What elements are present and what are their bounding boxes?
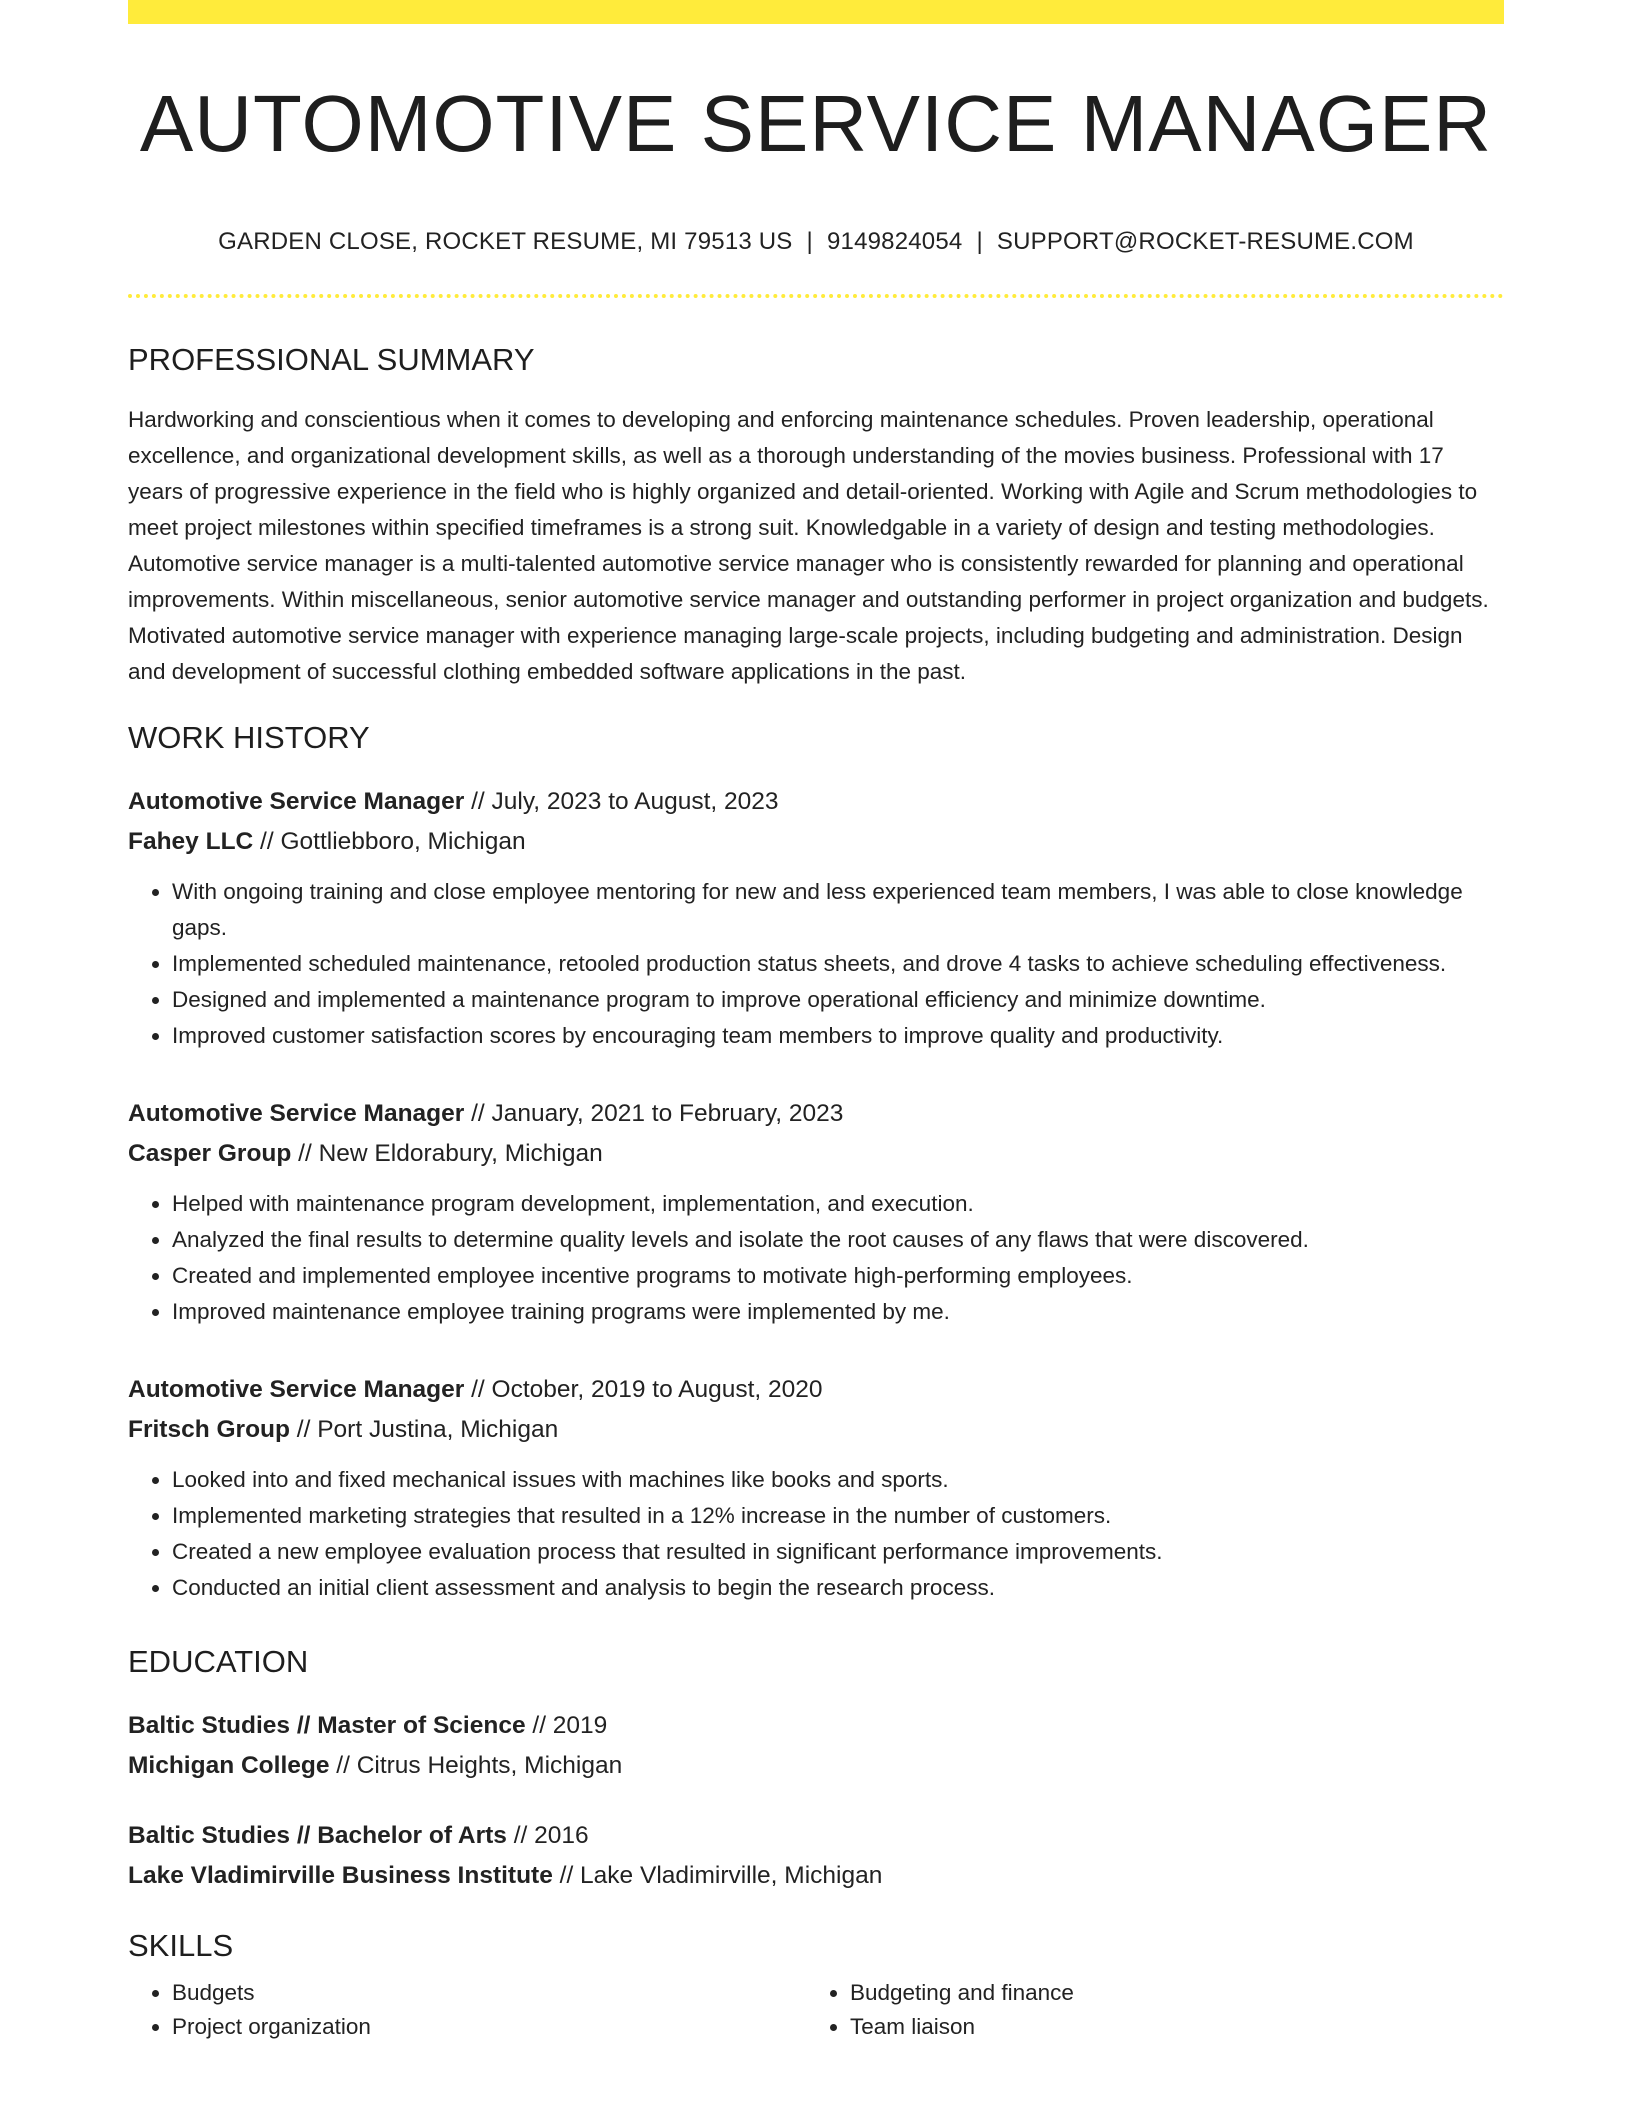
list-item: • Analyzed the final results to determine quality levels and isolate the root causes of any flaws that were discovered. [172, 1222, 1504, 1258]
accent-top-bar [128, 0, 1504, 24]
education-heading: EDUCATION [128, 1644, 309, 1679]
list-item: • Team liaison [850, 2010, 1484, 2044]
job-entry [128, 1094, 1504, 1330]
contact-phone: 9149824054 [826, 228, 963, 255]
education-degree: Baltic Studies // Master of Science [128, 1712, 526, 1739]
education-school-line [128, 1746, 1504, 1786]
job-role-line [128, 782, 1504, 822]
education-entry [128, 1816, 1504, 1896]
list-item: • Looked into and fixed mechanical issues with machines like books and sports. [172, 1462, 1504, 1498]
list-item: • Designed and implemented a maintenance program to improve operational efficiency and minimize downtime. [172, 982, 1504, 1018]
education-degree-line [128, 1816, 1504, 1856]
list-item: • Project organization [172, 2010, 806, 2044]
job-company: Fahey LLC [128, 828, 254, 855]
job-dates: // January, 2021 to February, 2023 [464, 1100, 844, 1127]
job-location: // Port Justina, Michigan [289, 1416, 559, 1443]
list-item: • Implemented scheduled maintenance, retooled production status sheets, and drove 4 tasks to achieve scheduling effectiveness. [172, 946, 1504, 982]
job-company-line [128, 822, 1504, 862]
list-item: • Conducted an initial client assessment and analysis to begin the research process. [172, 1570, 1504, 1606]
contact-separator: | [806, 228, 813, 255]
list-item: • Improved maintenance employee training programs were implemented by me. [172, 1294, 1504, 1330]
education-degree-line [128, 1706, 1504, 1746]
job-role: Automotive Service Manager [128, 1100, 465, 1127]
job-entry [128, 1370, 1504, 1606]
education-entry [128, 1706, 1504, 1786]
summary-heading: PROFESSIONAL SUMMARY [128, 342, 535, 377]
summary-text: Hardworking and conscientious when it comes to developing and enforcing maintenance schedules. Proven leadership, operational excellence, and organizational development skills, as well as a thorough understanding of the movies business. Professional with 17 years of progressive experience in the field who is highly organized and detail-oriented. Working with Agile and Scrum methodologies to meet project milestones within specified timeframes is a strong suit. Knowledgable in a variety of design and testing methodologies. Automotive service manager is a multi-talented automotive service manager who is consistently rewarded for planning and operational improvements. Within miscellaneous, senior automotive service manager and outstanding performer in project organization and budgets. Motivated automotive service manager with experience managing large-scale projects, including budgeting and administration. Design and development of successful clothing embedded software applications in the past. [128, 407, 1489, 684]
resume-page [128, 0, 1504, 2044]
contact-separator: | [976, 228, 983, 255]
job-bullets [128, 1186, 1504, 1330]
list-item: • With ongoing training and close employee mentoring for new and less experienced team members, I was able to close knowledge gaps. [172, 874, 1504, 946]
job-company: Fritsch Group [128, 1416, 290, 1443]
skills-left-list [128, 1976, 806, 2044]
contact-line [128, 228, 1504, 256]
dotted-divider [128, 294, 1504, 298]
work-history-heading: WORK HISTORY [128, 720, 370, 755]
job-dates: // October, 2019 to August, 2020 [464, 1376, 823, 1403]
education-school-line [128, 1856, 1504, 1896]
list-item: • Budgeting and finance [850, 1976, 1484, 2010]
list-item: • Implemented marketing strategies that resulted in a 12% increase in the number of customers. [172, 1498, 1504, 1534]
job-location: // Gottliebboro, Michigan [253, 828, 526, 855]
job-company: Casper Group [128, 1140, 292, 1167]
resume-name: AUTOMOTIVE SERVICE MANAGER [139, 79, 1493, 168]
job-role-line [128, 1094, 1504, 1134]
job-entry [128, 782, 1504, 1054]
list-item: • Created and implemented employee incentive programs to motivate high-performing employees. [172, 1258, 1504, 1294]
education-location: // Citrus Heights, Michigan [329, 1752, 623, 1779]
job-company-line [128, 1410, 1504, 1450]
education-school: Michigan College [128, 1752, 330, 1779]
education-location: // Lake Vladimirville, Michigan [552, 1862, 883, 1889]
contact-address: GARDEN CLOSE, ROCKET RESUME, MI 79513 US [218, 228, 793, 255]
education-school: Lake Vladimirville Business Institute [128, 1862, 553, 1889]
list-item: • Budgets [172, 1976, 806, 2010]
skills-heading: SKILLS [128, 1928, 234, 1963]
contact-email: SUPPORT@ROCKET-RESUME.COM [996, 228, 1414, 255]
education-year: // 2016 [506, 1822, 589, 1849]
skills-columns [128, 1976, 1504, 2044]
education-degree: Baltic Studies // Bachelor of Arts [128, 1822, 507, 1849]
list-item: • Improved customer satisfaction scores by encouraging team members to improve quality and productivity. [172, 1018, 1504, 1054]
job-dates: // July, 2023 to August, 2023 [464, 788, 779, 815]
job-role-line [128, 1370, 1504, 1410]
job-role: Automotive Service Manager [128, 1376, 465, 1403]
list-item: • Helped with maintenance program development, implementation, and execution. [172, 1186, 1504, 1222]
education-year: // 2019 [525, 1712, 608, 1739]
skills-right-list [806, 1976, 1484, 2044]
job-company-line [128, 1134, 1504, 1174]
job-bullets [128, 874, 1504, 1054]
job-location: // New Eldorabury, Michigan [291, 1140, 603, 1167]
list-item: • Created a new employee evaluation process that resulted in significant performance improvements. [172, 1534, 1504, 1570]
job-bullets [128, 1462, 1504, 1606]
job-role: Automotive Service Manager [128, 788, 465, 815]
